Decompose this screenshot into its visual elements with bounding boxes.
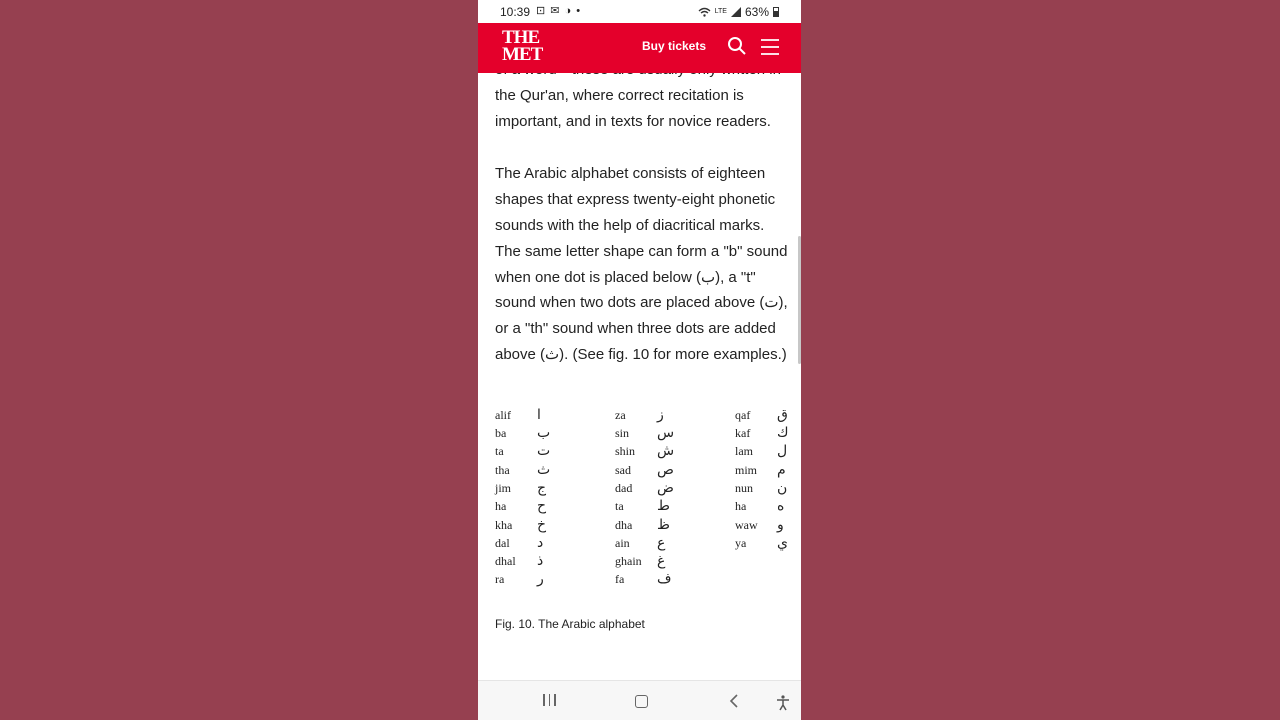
letter-name: ra [495,572,505,587]
article-content[interactable] [478,73,801,680]
arabic-letter: ل [777,443,788,460]
back-icon[interactable] [728,694,742,708]
wifi-icon [698,7,711,17]
letter-name: za [615,407,626,422]
alphabet-row [495,424,555,442]
article-paragraph-main: The Arabic alphabet consists of eighteen shapes that express twenty-eight phonetic sounds with the help of diacritical marks. The same letter shape can form a "b" sound when one dot is placed below (ب), a "t" sound when two dots are placed above (ت), or a "th" sound when three dots are added above (ث). (See fig. 10 for more examples.) [495,165,788,363]
letter-name: mim [735,462,758,477]
arabic-letter: ر [537,571,544,588]
letter-name: kha [495,517,513,532]
buy-tickets-button[interactable]: Buy tickets [642,39,707,53]
alphabet-row [495,570,555,588]
alphabet-row [615,552,675,570]
logo-line-1: THE [502,27,540,48]
alphabet-column-2 [615,406,675,589]
met-logo[interactable] [502,27,543,65]
arabic-letter: غ [657,553,666,570]
letter-name: ta [615,499,624,514]
alphabet-row [615,442,675,460]
letter-name: ba [495,426,507,441]
letter-name: jim [495,480,512,495]
alphabet-row [495,406,555,424]
logo-line-2: MET [502,44,543,65]
alphabet-row [735,461,795,479]
alphabet-row [735,406,795,424]
accessibility-icon[interactable] [776,695,790,711]
arabic-letter: و [777,516,784,533]
letter-name: shin [615,444,636,459]
arabic-letter: ذ [537,553,544,570]
notification-icons: ⊡ ✉ ◑ • [536,5,582,17]
alphabet-row [495,552,555,570]
phone-screen [478,0,801,720]
letter-name: dha [615,517,633,532]
alphabet-row [495,497,555,515]
arabic-letter: ه [777,498,785,515]
letter-name: dal [495,535,510,550]
arabic-letter: ج [537,479,547,496]
arabic-letter: ف [657,571,672,588]
status-bar [478,0,801,23]
alphabet-row [615,461,675,479]
alphabet-row [735,479,795,497]
battery-icon [773,7,779,17]
alphabet-row [735,534,795,552]
arabic-alphabet-figure [495,406,791,586]
arabic-letter: م [777,461,786,478]
letter-name: kaf [735,426,751,441]
arabic-letter: ن [777,479,788,496]
network-label: LTE [714,8,727,15]
home-icon[interactable] [635,695,648,708]
letter-name: ha [495,499,507,514]
status-time: 10:39 [500,5,531,19]
alphabet-row [615,479,675,497]
arabic-letter: د [537,534,544,551]
alphabet-row [735,442,795,460]
alphabet-row [615,516,675,534]
letter-name: ya [735,535,747,550]
alphabet-row [615,534,675,552]
letter-name: dad [615,480,633,495]
arabic-letter: ط [657,498,670,515]
letter-name: lam [735,444,753,459]
alphabet-row [735,497,795,515]
alphabet-column-1 [495,406,555,589]
letter-name: dhal [495,554,516,569]
article-body [495,57,791,631]
battery-percent: 63% [744,5,769,19]
arabic-letter: ي [777,534,788,551]
alphabet-row [495,479,555,497]
letter-name: tha [495,462,510,477]
arabic-letter: ث [537,461,551,478]
recent-apps-icon[interactable] [543,693,560,711]
figure-caption: Fig. 10. The Arabic alphabet [495,616,645,631]
arabic-letter: ض [657,479,674,496]
arabic-letter: س [657,425,675,442]
letter-name: sin [615,426,630,441]
alphabet-row [495,516,555,534]
arabic-letter: ت [537,443,551,460]
arabic-letter: ب [537,425,551,442]
letter-name: fa [615,572,625,587]
letter-name: qaf [735,407,751,422]
signal-icon [731,7,741,17]
alphabet-row [615,570,675,588]
arabic-letter: ح [537,498,547,515]
status-right [698,5,779,19]
article-paragraph-partial: the Qur'an, where correct recitation is important, and in texts for novice readers. [495,86,771,130]
android-nav-bar [478,680,801,720]
alphabet-row [615,497,675,515]
search-icon[interactable] [727,36,747,56]
scrollbar[interactable] [798,236,801,364]
menu-icon[interactable] [761,37,779,57]
arabic-letter: خ [537,516,547,533]
alphabet-row [495,461,555,479]
alphabet-row [735,516,795,534]
letter-name: nun [735,480,753,495]
arabic-letter: ص [657,461,674,478]
alphabet-column-3 [735,406,795,552]
letter-name: ta [495,444,504,459]
alphabet-row [615,406,675,424]
arabic-letter: ا [537,406,541,423]
letter-name: ain [615,535,630,550]
arabic-letter: ق [777,406,788,423]
letter-name: sad [615,462,631,477]
letter-name: ha [735,499,747,514]
site-header [478,23,801,73]
letter-name: waw [735,517,758,532]
alphabet-row [735,424,795,442]
alphabet-row [495,442,555,460]
letter-name: alif [495,407,511,422]
arabic-letter: ك [777,425,789,442]
arabic-letter: ظ [657,516,670,533]
arabic-letter: ش [657,443,675,460]
alphabet-row [615,424,675,442]
arabic-letter: ع [657,534,666,551]
alphabet-row [495,534,555,552]
arabic-letter: ز [657,406,664,423]
letter-name: ghain [615,554,642,569]
